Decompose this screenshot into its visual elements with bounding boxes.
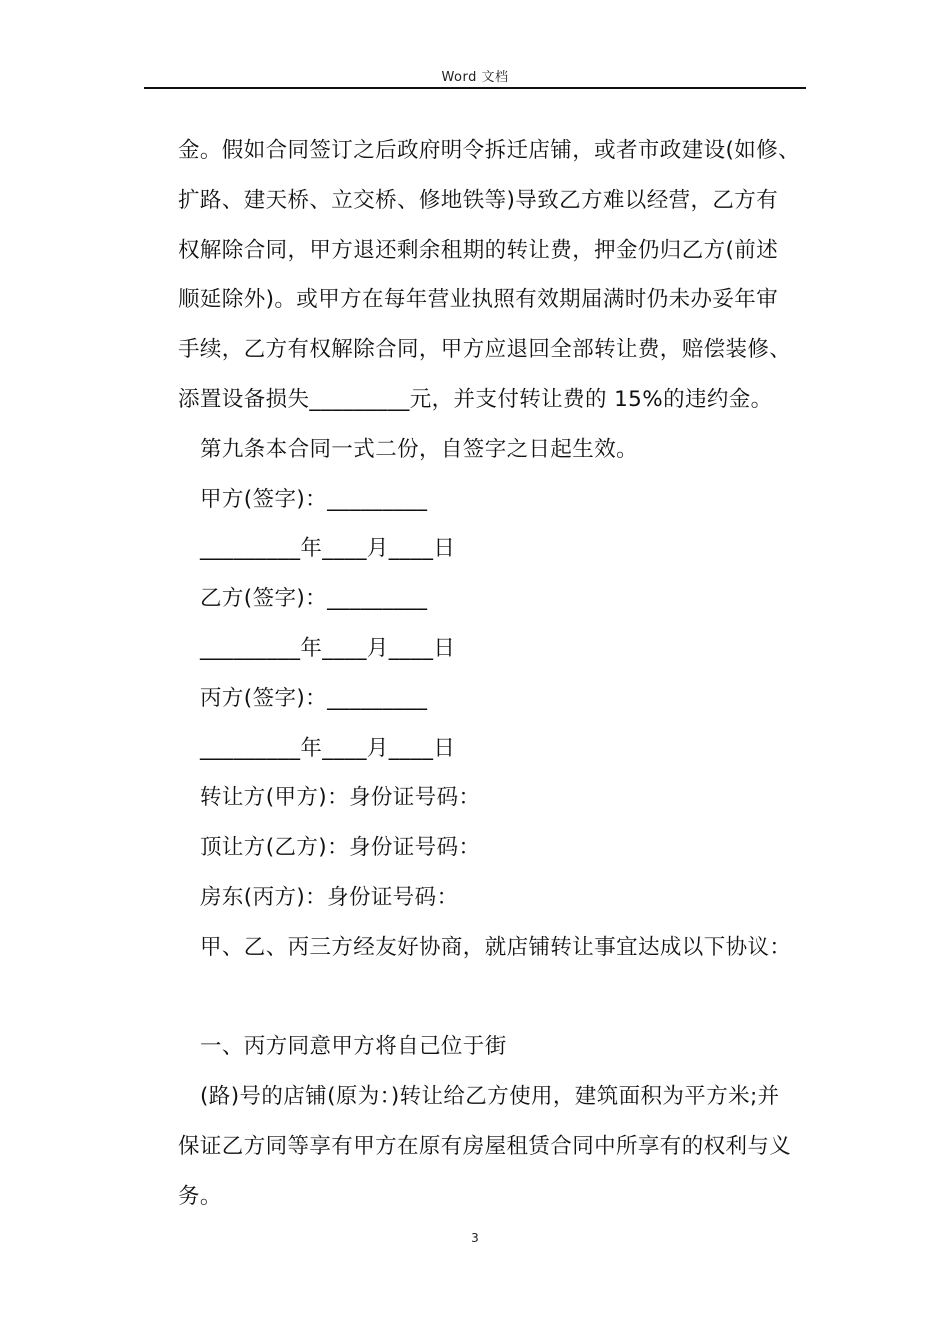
- party-a-signature: 甲方(签字)：_________: [200, 486, 428, 512]
- header-divider: [144, 87, 806, 89]
- document-body: [178, 126, 806, 1222]
- paragraph-line: (路)号的店铺(原为：)转让给乙方使用，建筑面积为平方米;并: [200, 1084, 780, 1110]
- paragraph-line: 扩路、建天桥、立交桥、修地铁等)导致乙方难以经营，乙方有: [178, 187, 779, 213]
- paragraph-line: 权解除合同，甲方退还剩余租期的转让费，押金仍归乙方(前述: [178, 237, 779, 263]
- page-number: 3: [471, 1231, 479, 1245]
- article-one-heading: 一、丙方同意甲方将自己位于街: [200, 1034, 507, 1060]
- party-c-date: _________年____月____日: [200, 735, 456, 761]
- page-header-title: Word 文档: [441, 70, 509, 85]
- paragraph-line: 务。: [178, 1183, 222, 1209]
- blank-spacer: [178, 973, 806, 1023]
- agreement-intro: 甲、乙、丙三方经友好协商，就店铺转让事宜达成以下协议：: [200, 934, 792, 960]
- paragraph-line: 顺延除外)。或甲方在每年营业执照有效期届满时仍未办妥年审: [178, 287, 779, 313]
- paragraph-line: 手续，乙方有权解除合同，甲方应退回全部转让费，赔偿装修、: [178, 337, 792, 363]
- transferor-id: 转让方(甲方)：身份证号码：: [200, 785, 481, 811]
- landlord-id: 房东(丙方)：身份证号码：: [200, 884, 459, 910]
- clause-nine: 第九条本合同一式二份，自签字之日起生效。: [200, 436, 639, 462]
- party-b-date: _________年____月____日: [200, 635, 456, 661]
- paragraph-line: 金。假如合同签订之后政府明令拆迁店铺，或者市政建设(如修、: [178, 138, 800, 163]
- party-b-signature: 乙方(签字)：_________: [200, 586, 428, 612]
- party-c-signature: 丙方(签字)：_________: [200, 685, 428, 711]
- paragraph-line: 添置设备损失_________元，并支付转让费的 15%的违约金。: [178, 386, 773, 412]
- party-a-date: _________年____月____日: [200, 536, 456, 562]
- transferee-id: 顶让方(乙方)：身份证号码：: [200, 835, 481, 861]
- paragraph-line: 保证乙方同等享有甲方在原有房屋租赁合同中所享有的权利与义: [178, 1133, 792, 1159]
